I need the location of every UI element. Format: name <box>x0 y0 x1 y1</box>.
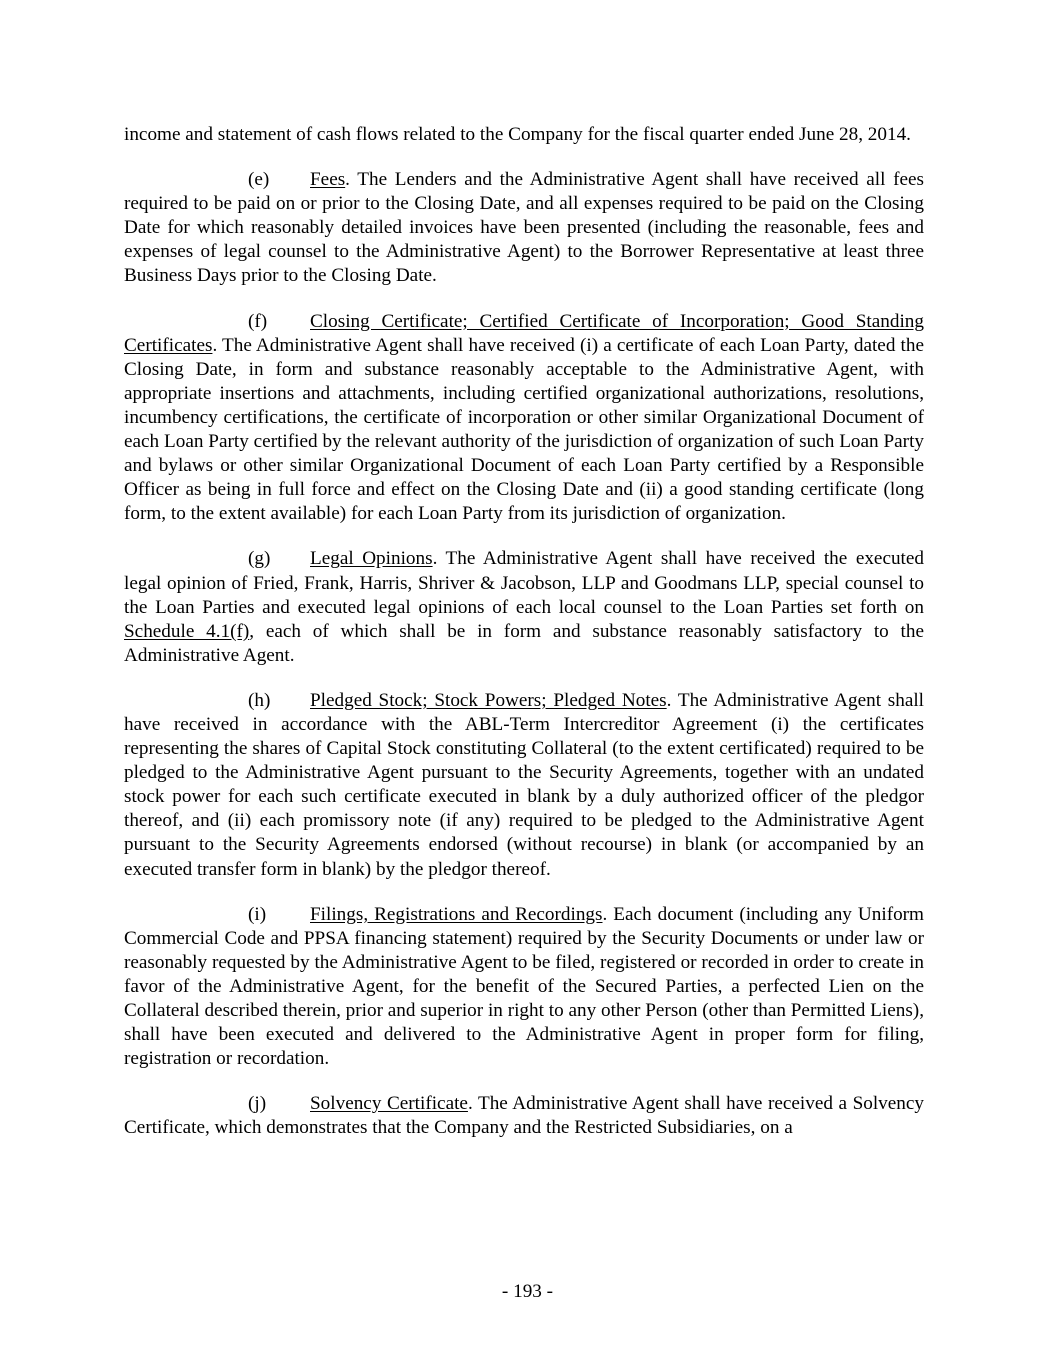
section-body-tail: , each of which shall be in form and substance reasonably satisfactory to the Administrative Agent. <box>124 620 924 666</box>
section-body: . The Administrative Agent shall have received the executed legal opinion of Fried, Frank, Harris, Shriver & Jacobson, LLP and Goodmans LLP, special counsel to the Loan Parties and executed legal opinions of each local counsel to the Loan Parties set forth on <box>124 548 924 618</box>
continuation-paragraph <box>124 123 924 147</box>
section-body: . The Lenders and the Administrative Agent shall have received all fees required to be paid on or prior to the Closing Date, and all expenses required to be paid on the Closing Date for which reasonably detailed invoices have been presented (including the reasonable, fees and expenses of legal counsel to the Administrative Agent) to the Borrower Representative at least three Business Days prior to the Closing Date. <box>124 169 924 287</box>
section-i <box>124 903 924 1072</box>
section-g <box>124 547 924 667</box>
section-heading: Fees <box>310 169 346 191</box>
document-body <box>124 123 924 1161</box>
section-heading: Filings, Registrations and Recordings <box>310 903 603 925</box>
page-number: - 193 - <box>501 1281 554 1302</box>
section-number: (g) <box>248 548 271 570</box>
section-body: . The Administrative Agent shall have received (i) a certificate of each Loan Party, dated the Closing Date, in form and substance reasonably acceptable to the Administrative Agent, with appropriate insertions and attachments, including certified organizational authorizations, resolutions, incumbency certifications, the certificate of incorporation or other similar Organizational Document of each Loan Party certified by the relevant authority of the jurisdiction of organization of such Loan Party and bylaws or other similar Organizational Document of each Loan Party certified by a Responsible Officer as being in full force and effect on the Closing Date and (ii) a good standing certificate (long form, to the extent available) for each Loan Party from its jurisdiction of organization. <box>124 334 924 525</box>
section-j <box>124 1092 924 1140</box>
continuation-text: income and statement of cash flows related to the Company for the fiscal quarter ended June 28, 2014. <box>124 124 911 145</box>
section-number: (h) <box>248 689 271 711</box>
section-number: (j) <box>248 1093 267 1115</box>
section-body: . The Administrative Agent shall have received a Solvency Certificate, which demonstrates that the Company and the Restricted Subsidiaries, on a <box>124 1093 924 1139</box>
section-heading: Closing Certificate; Certified Certificate of Incorporation; Good Standing Certificates <box>124 310 924 356</box>
section-body: . Each document (including any Uniform Commercial Code and PPSA financing statement) required by the Security Documents or under law or reasonably requested by the Administrative Agent to be filed, registered or recorded in order to create in favor of the Administrative Agent, for the benefit of the Secured Parties, a perfected Lien on the Collateral described therein, prior and superior in right to any other Person (other than Permitted Liens), shall have been executed and delivered to the Administrative Agent in proper form for filing, registration or recordation. <box>124 903 924 1070</box>
section-heading: Legal Opinions <box>310 548 433 570</box>
section-number: (e) <box>248 169 270 191</box>
section-heading: Solvency Certificate <box>310 1093 468 1115</box>
section-f <box>124 310 924 527</box>
section-number: (f) <box>248 310 268 332</box>
section-e <box>124 168 924 288</box>
section-body: . The Administrative Agent shall have received in accordance with the ABL-Term Intercreditor Agreement (i) the certificates representing the shares of Capital Stock constituting Collateral (to the extent certificated) required to be pledged to the Administrative Agent pursuant to the Security Agreements, together with an undated stock power for each such certificate executed in blank by a duly authorized officer of the pledgor thereof, and (ii) each promissory note (if any) required to be pledged to the Administrative Agent pursuant to the Security Agreements endorsed (without recourse) in blank (or accompanied by an executed transfer form in blank) by the pledgor thereof. <box>124 689 924 880</box>
section-heading: Pledged Stock; Stock Powers; Pledged Notes <box>310 689 667 711</box>
section-number: (i) <box>248 903 267 925</box>
schedule-reference: Schedule 4.1(f) <box>124 620 250 642</box>
section-h <box>124 689 924 882</box>
